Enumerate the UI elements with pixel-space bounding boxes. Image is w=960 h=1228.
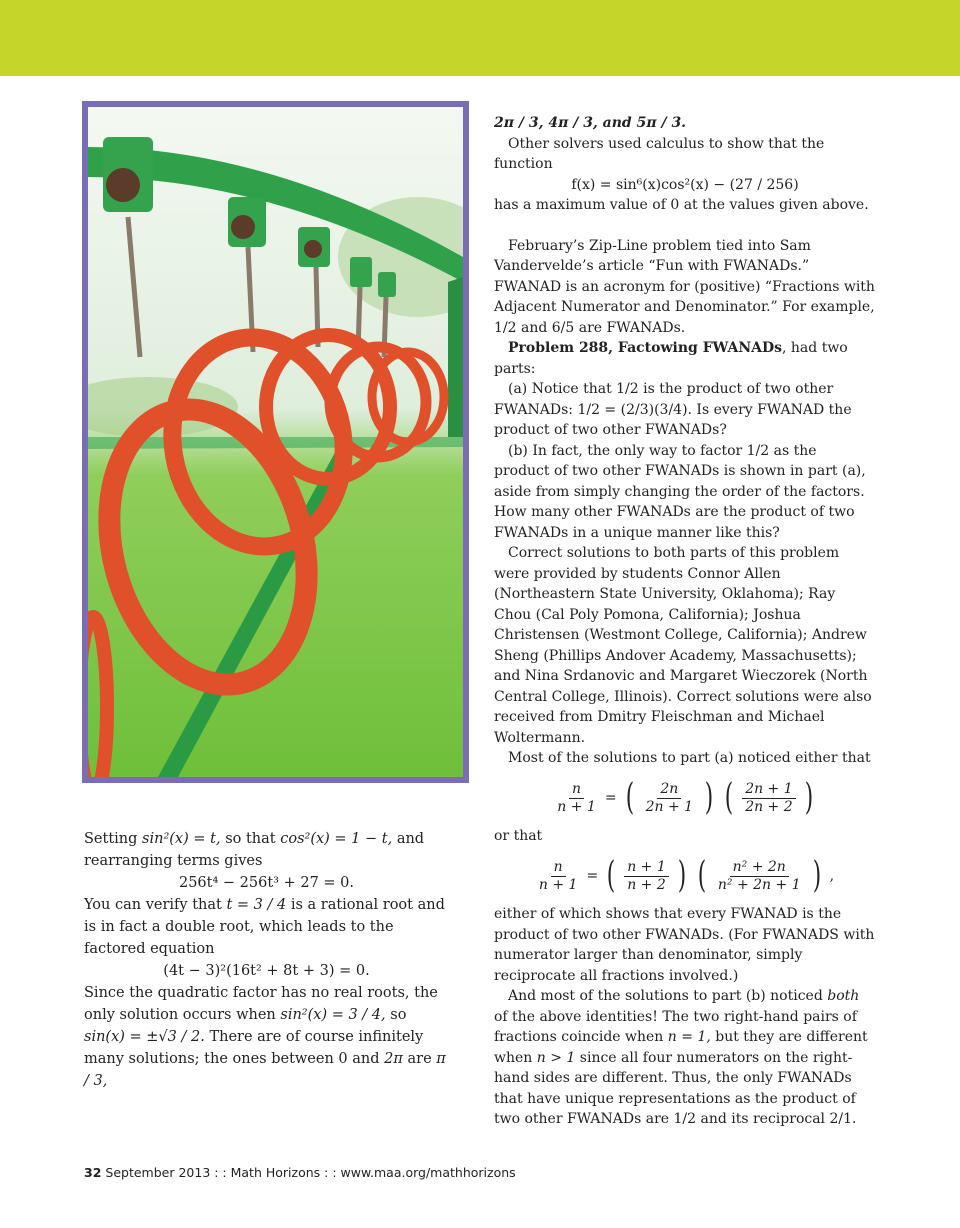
header-color-band [0, 0, 960, 76]
math-inline: n = 1, [667, 1029, 711, 1045]
math-inline: n > 1 [536, 1049, 576, 1066]
equation-1: 256t⁴ − 256t³ + 27 = 0. [178, 875, 355, 891]
right-paragraph-2: has a maximum value of 0 at the values given above. [494, 197, 869, 213]
math-inline: π / 3, [84, 1051, 446, 1089]
math-inline: 2π [384, 1051, 403, 1067]
right-paragraph-11: And most of the solutions to part (b) noticed both of the above identities! The two right-hand pairs of fractions coincide when n = 1, but they are different when n > 1 since all four numerators on the right-hand sides are different. Thus, the only FWANADs that have unique representations as the product of two other FWANADs are 1/2 and its reciprocal 2/1. [494, 988, 868, 1127]
equation-2: (4t − 3)²(16t² + 8t + 3) = 0. [163, 963, 370, 979]
right-paragraph-5: (a) Notice that 1/2 is the product of two other FWANADs: 1/2 = (2/3)(3/4). Is every FWANAD the product of two other FWANADs? [494, 381, 852, 438]
footer-text: September 2013 : : Math Horizons : : www.maa.org/mathhorizons [105, 1165, 516, 1180]
right-paragraph-6: (b) In fact, the only way to factor 1/2 as the product of two other FWANADs is shown in part (a), aside from simply changing the order of the factors. How many other FWANADs are the product of two FWANADs in a unique manner like this? [494, 442, 866, 541]
right-paragraph-10: either of which shows that every FWANAD is the product of two other FWANADs. (For FWANADS with numerator larger than denominator, simply reciprocate all fractions involved.) [494, 906, 875, 984]
math-inline: sin²(x) = 3 / 4, [280, 1007, 386, 1023]
left-paragraph-2: You can verify that t = 3 / 4 is a rational root and is in fact a double root, which leads to the factored equation [84, 897, 445, 957]
math-inline: sin²(x) = t, [142, 831, 221, 847]
right-paragraph-3: February’s Zip-Line problem tied into Sam Vandervelde’s article “Fun with FWANADs.” FWANAD is an acronym for (positive) “Fractions with Adjacent Numerator and Denominator.” For example, 1/2 and 6/5 are FWANADs. [494, 237, 875, 336]
equation-f: f(x) = sin⁶(x)cos²(x) − (27 / 256) [571, 176, 799, 193]
right-paragraph-4: Problem 288, Factowing FWANADs, had two parts: [494, 340, 848, 377]
page-footer [84, 1165, 516, 1180]
math-inline: sin(x) = ±√3 / 2. [84, 1029, 205, 1045]
right-paragraph-8: Most of the solutions to part (a) noticed either that [508, 750, 871, 766]
right-paragraph-7: Correct solutions to both parts of this problem were provided by students Connor Allen (Northeastern State University, Oklahoma); Ray Chou (Cal Poly Pomona, California); Joshua Christensen (Westmont College, California); Andrew Sheng (Phillips Andover Academy, Massachusetts); and Nina Srdanovic and Margaret Wieczorek (North Central College, Illinois). Correct solutions were also received from Dmitry Fleischman and Michael Woltermann. [494, 545, 872, 746]
photo-illustration [88, 107, 463, 777]
left-paragraph-1: Setting sin²(x) = t, so that cos²(x) = 1 − t, and rearranging terms gives [84, 831, 425, 869]
left-column [84, 828, 449, 1092]
equation-a: $\frac{n}{n + 1}$ = ( $\frac{2n}{2n + 1}$ ) ( $\frac{2n + 1}{2n + 2}$ ) [557, 777, 813, 818]
math-inline: t = 3 / 4 [226, 897, 287, 913]
page-number: 32 [84, 1165, 102, 1180]
left-paragraph-3: Since the quadratic factor has no real roots, the only solution occurs when sin²(x) = 3 / 4, so sin(x) = ±√3 / 2. There are of course infinitely many solutions; the ones between 0 and 2π are π / 3, [84, 985, 446, 1089]
playground-rings-photo [82, 101, 469, 783]
right-paragraph-9: or that [494, 828, 543, 844]
right-paragraph-1: Other solvers used calculus to show that the function [494, 135, 825, 172]
right-column [494, 113, 876, 1130]
right-top-line: 2π / 3, 4π / 3, and 5π / 3. [494, 115, 687, 131]
equation-b: $\frac{n}{n + 1}$ = ( $\frac{n + 1}{n + 2}$ ) ( $\frac{\text{n² + 2n}}{\text{n² + 2n + 1}}$ ) , [538, 855, 835, 896]
math-inline: cos²(x) = 1 − t, [280, 831, 393, 847]
